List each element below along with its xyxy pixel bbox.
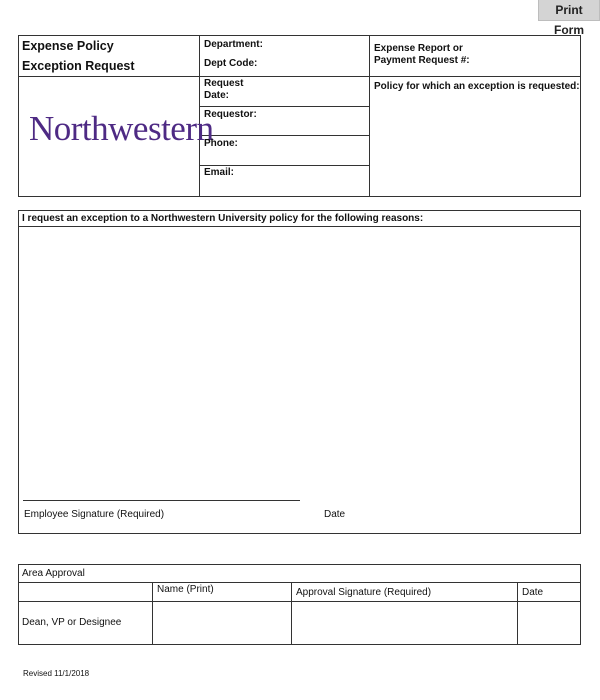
request-date-label-line1: Request	[204, 78, 244, 89]
header-divider	[199, 135, 370, 136]
northwestern-logo: Northwestern	[29, 109, 214, 148]
employee-date-label: Date	[324, 509, 346, 520]
policy-textarea[interactable]	[372, 95, 578, 193]
print-form-button[interactable]: Print Form	[538, 0, 600, 21]
approval-divider	[18, 582, 581, 583]
request-date-label-line2: Date:	[204, 90, 230, 101]
revised-date: Revised 11/1/2018	[23, 669, 90, 678]
header-divider	[369, 35, 370, 197]
header-divider	[18, 76, 581, 77]
approval-heading: Area Approval	[22, 568, 85, 579]
form-title-line2: Exception Request	[22, 59, 135, 73]
approval-divider	[18, 601, 581, 602]
expense-report-label-line2: Payment Request #:	[374, 55, 470, 66]
expense-report-input[interactable]	[470, 53, 576, 68]
approval-divider	[152, 582, 153, 645]
approval-divider	[517, 582, 518, 645]
requestor-input[interactable]	[256, 108, 366, 133]
email-input[interactable]	[240, 167, 366, 194]
request-date-input[interactable]	[236, 88, 366, 103]
approval-row-label: Dean, VP or Designee	[22, 617, 122, 628]
employee-signature-label: Employee Signature (Required)	[24, 509, 165, 520]
approval-col-signature: Approval Signature (Required)	[296, 587, 432, 598]
header-divider	[199, 106, 370, 107]
approver-name-input[interactable]	[155, 604, 289, 642]
signature-line	[23, 500, 300, 501]
header-divider	[199, 165, 370, 166]
dept-code-input[interactable]	[256, 56, 366, 71]
approver-signature-input[interactable]	[294, 604, 515, 642]
form-title-line1: Expense Policy	[22, 39, 114, 53]
approval-divider	[291, 582, 292, 645]
reasons-divider	[18, 226, 581, 227]
approval-date-input[interactable]	[520, 604, 578, 642]
requestor-label: Requestor:	[204, 109, 257, 120]
approval-col-date: Date	[522, 587, 544, 598]
expense-report-label-line1: Expense Report or	[374, 43, 463, 54]
policy-label: Policy for which an exception is requested:	[374, 81, 580, 92]
approval-col-name: Name (Print)	[157, 584, 214, 595]
phone-label: Phone:	[204, 138, 238, 149]
reasons-heading: I request an exception to a Northwestern University policy for the following reasons:	[22, 213, 424, 224]
department-label: Department:	[204, 39, 263, 50]
reasons-textarea[interactable]	[21, 229, 578, 491]
email-label: Email:	[204, 167, 235, 178]
department-input[interactable]	[262, 37, 366, 52]
dept-code-label: Dept Code:	[204, 58, 258, 69]
phone-input[interactable]	[244, 137, 366, 162]
